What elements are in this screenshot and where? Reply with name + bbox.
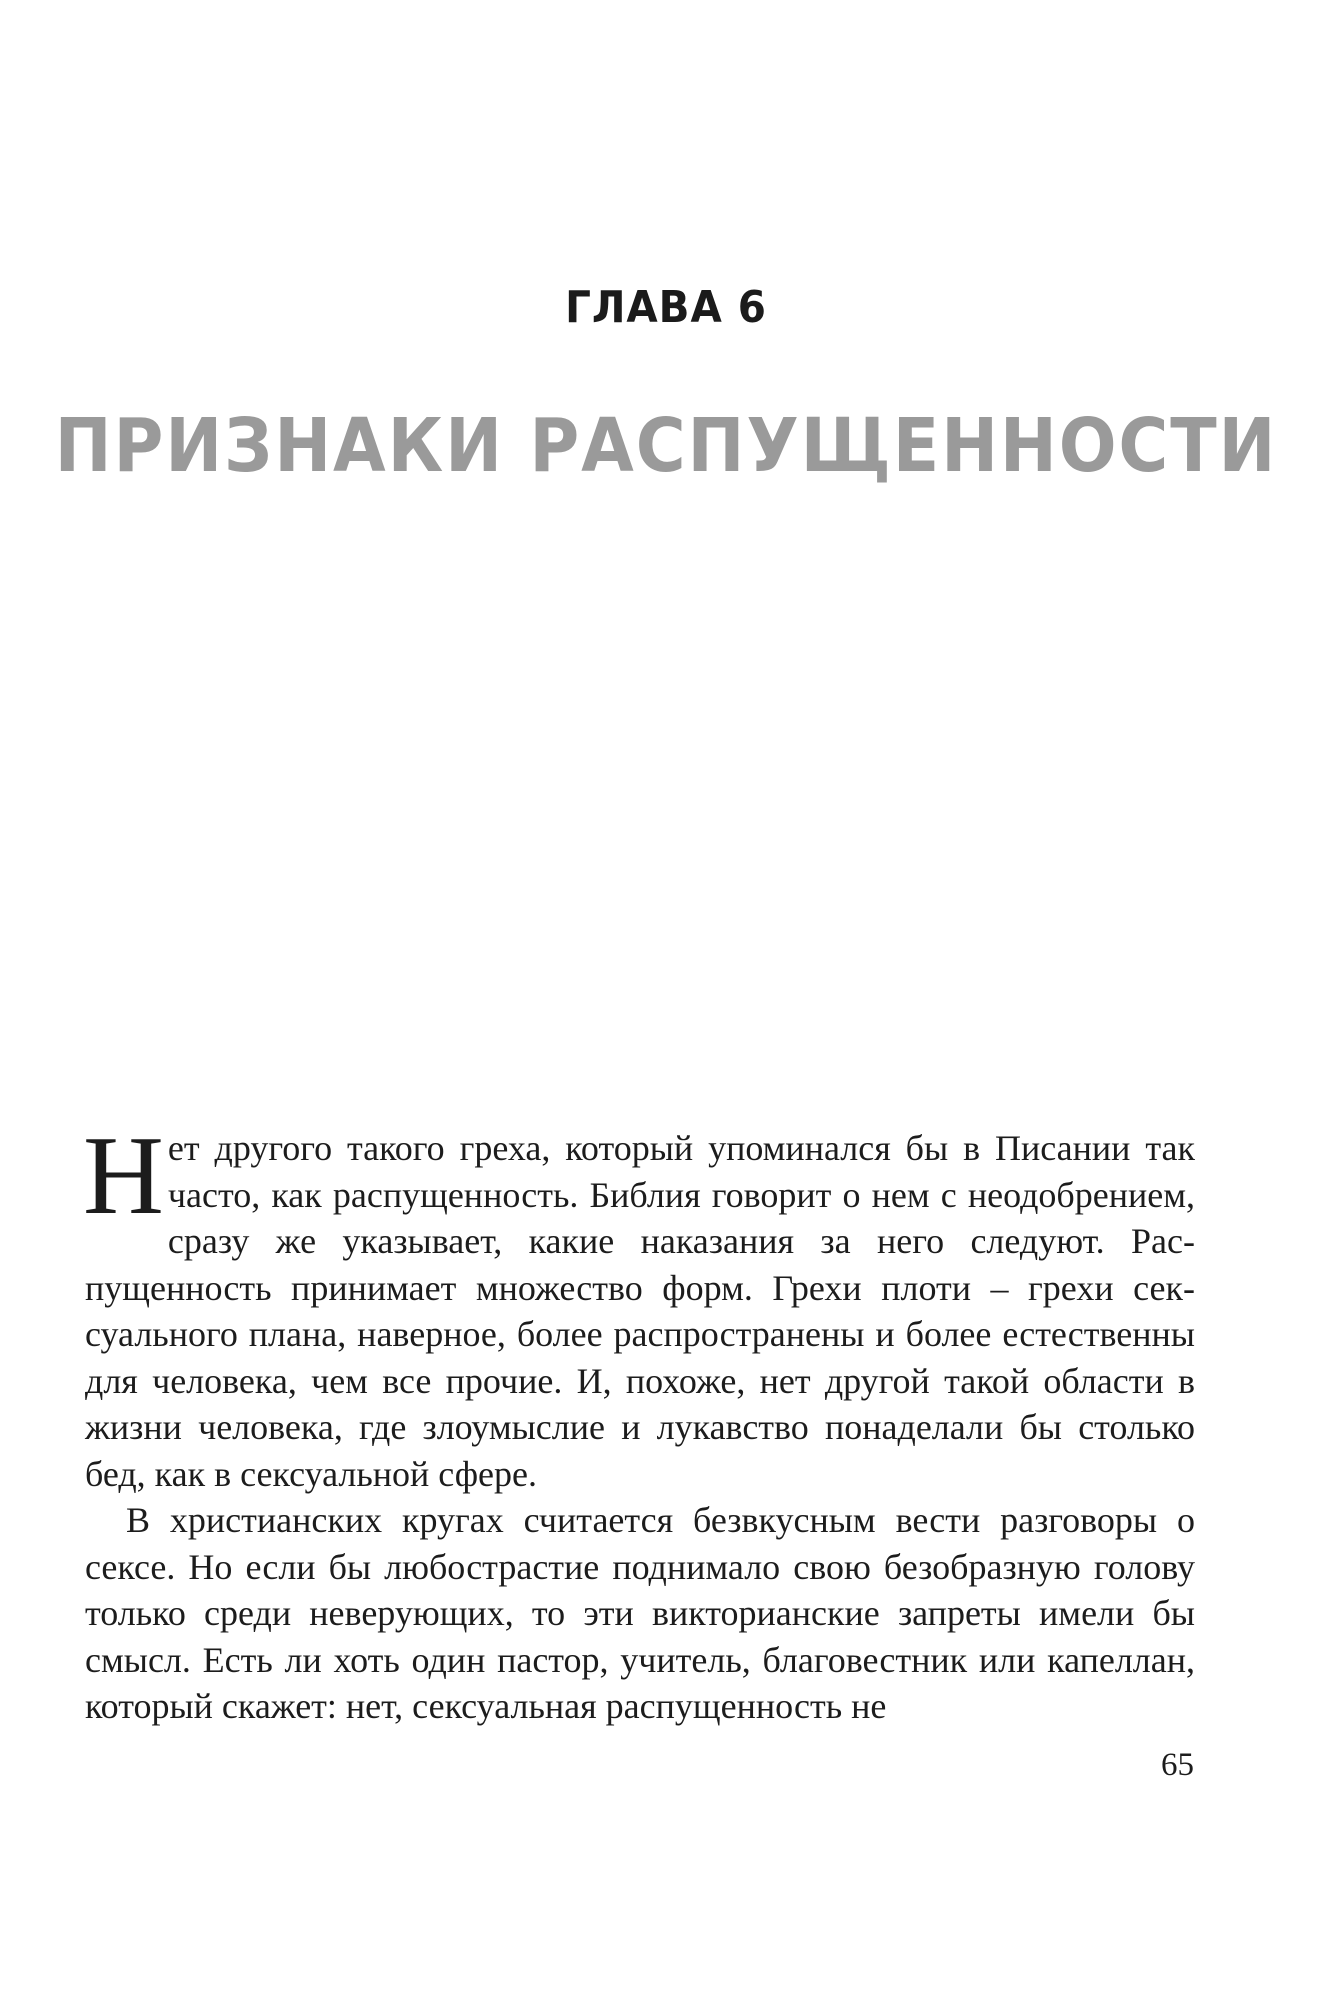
page-number: 65 (1161, 1747, 1194, 1783)
paragraph-2: В христианских кругах считается безвкусным вести разговоры о сексе. Но если бы любострастие поднимало свою безобразную голову только среди неверующих, то эти викторианские запреты имели бы смысл. Есть ли хоть один пастор, учитель, благовестник или капеллан, который скажет: нет, сексуальная распущенность не (85, 1500, 1195, 1726)
drop-cap: Н (83, 1114, 164, 1238)
chapter-title: ПРИЗНАКИ РАСПУЩЕННОСТИ (54, 403, 1278, 489)
paragraph-1-text: ет другого такого греха, который упоминался бы в Писании так часто, как распущенность. Библия говорит о нем с неодобрением, сразу же указывает, какие наказания за него следуют. Распущенность принимает множество форм. Грехи плоти – грехи сексуального плана, наверное, более распространены и более естественны для человека, чем все прочие. И, похоже, нет другой такой области в жизни человека, где злоумыслие и лукавство понаделали бы столько бед, как в сексуальной сфере. (85, 1128, 1195, 1494)
paragraph-1 (83, 1114, 1195, 1497)
body-text (83, 1114, 1195, 1730)
chapter-label: ГЛАВА 6 (565, 282, 767, 333)
